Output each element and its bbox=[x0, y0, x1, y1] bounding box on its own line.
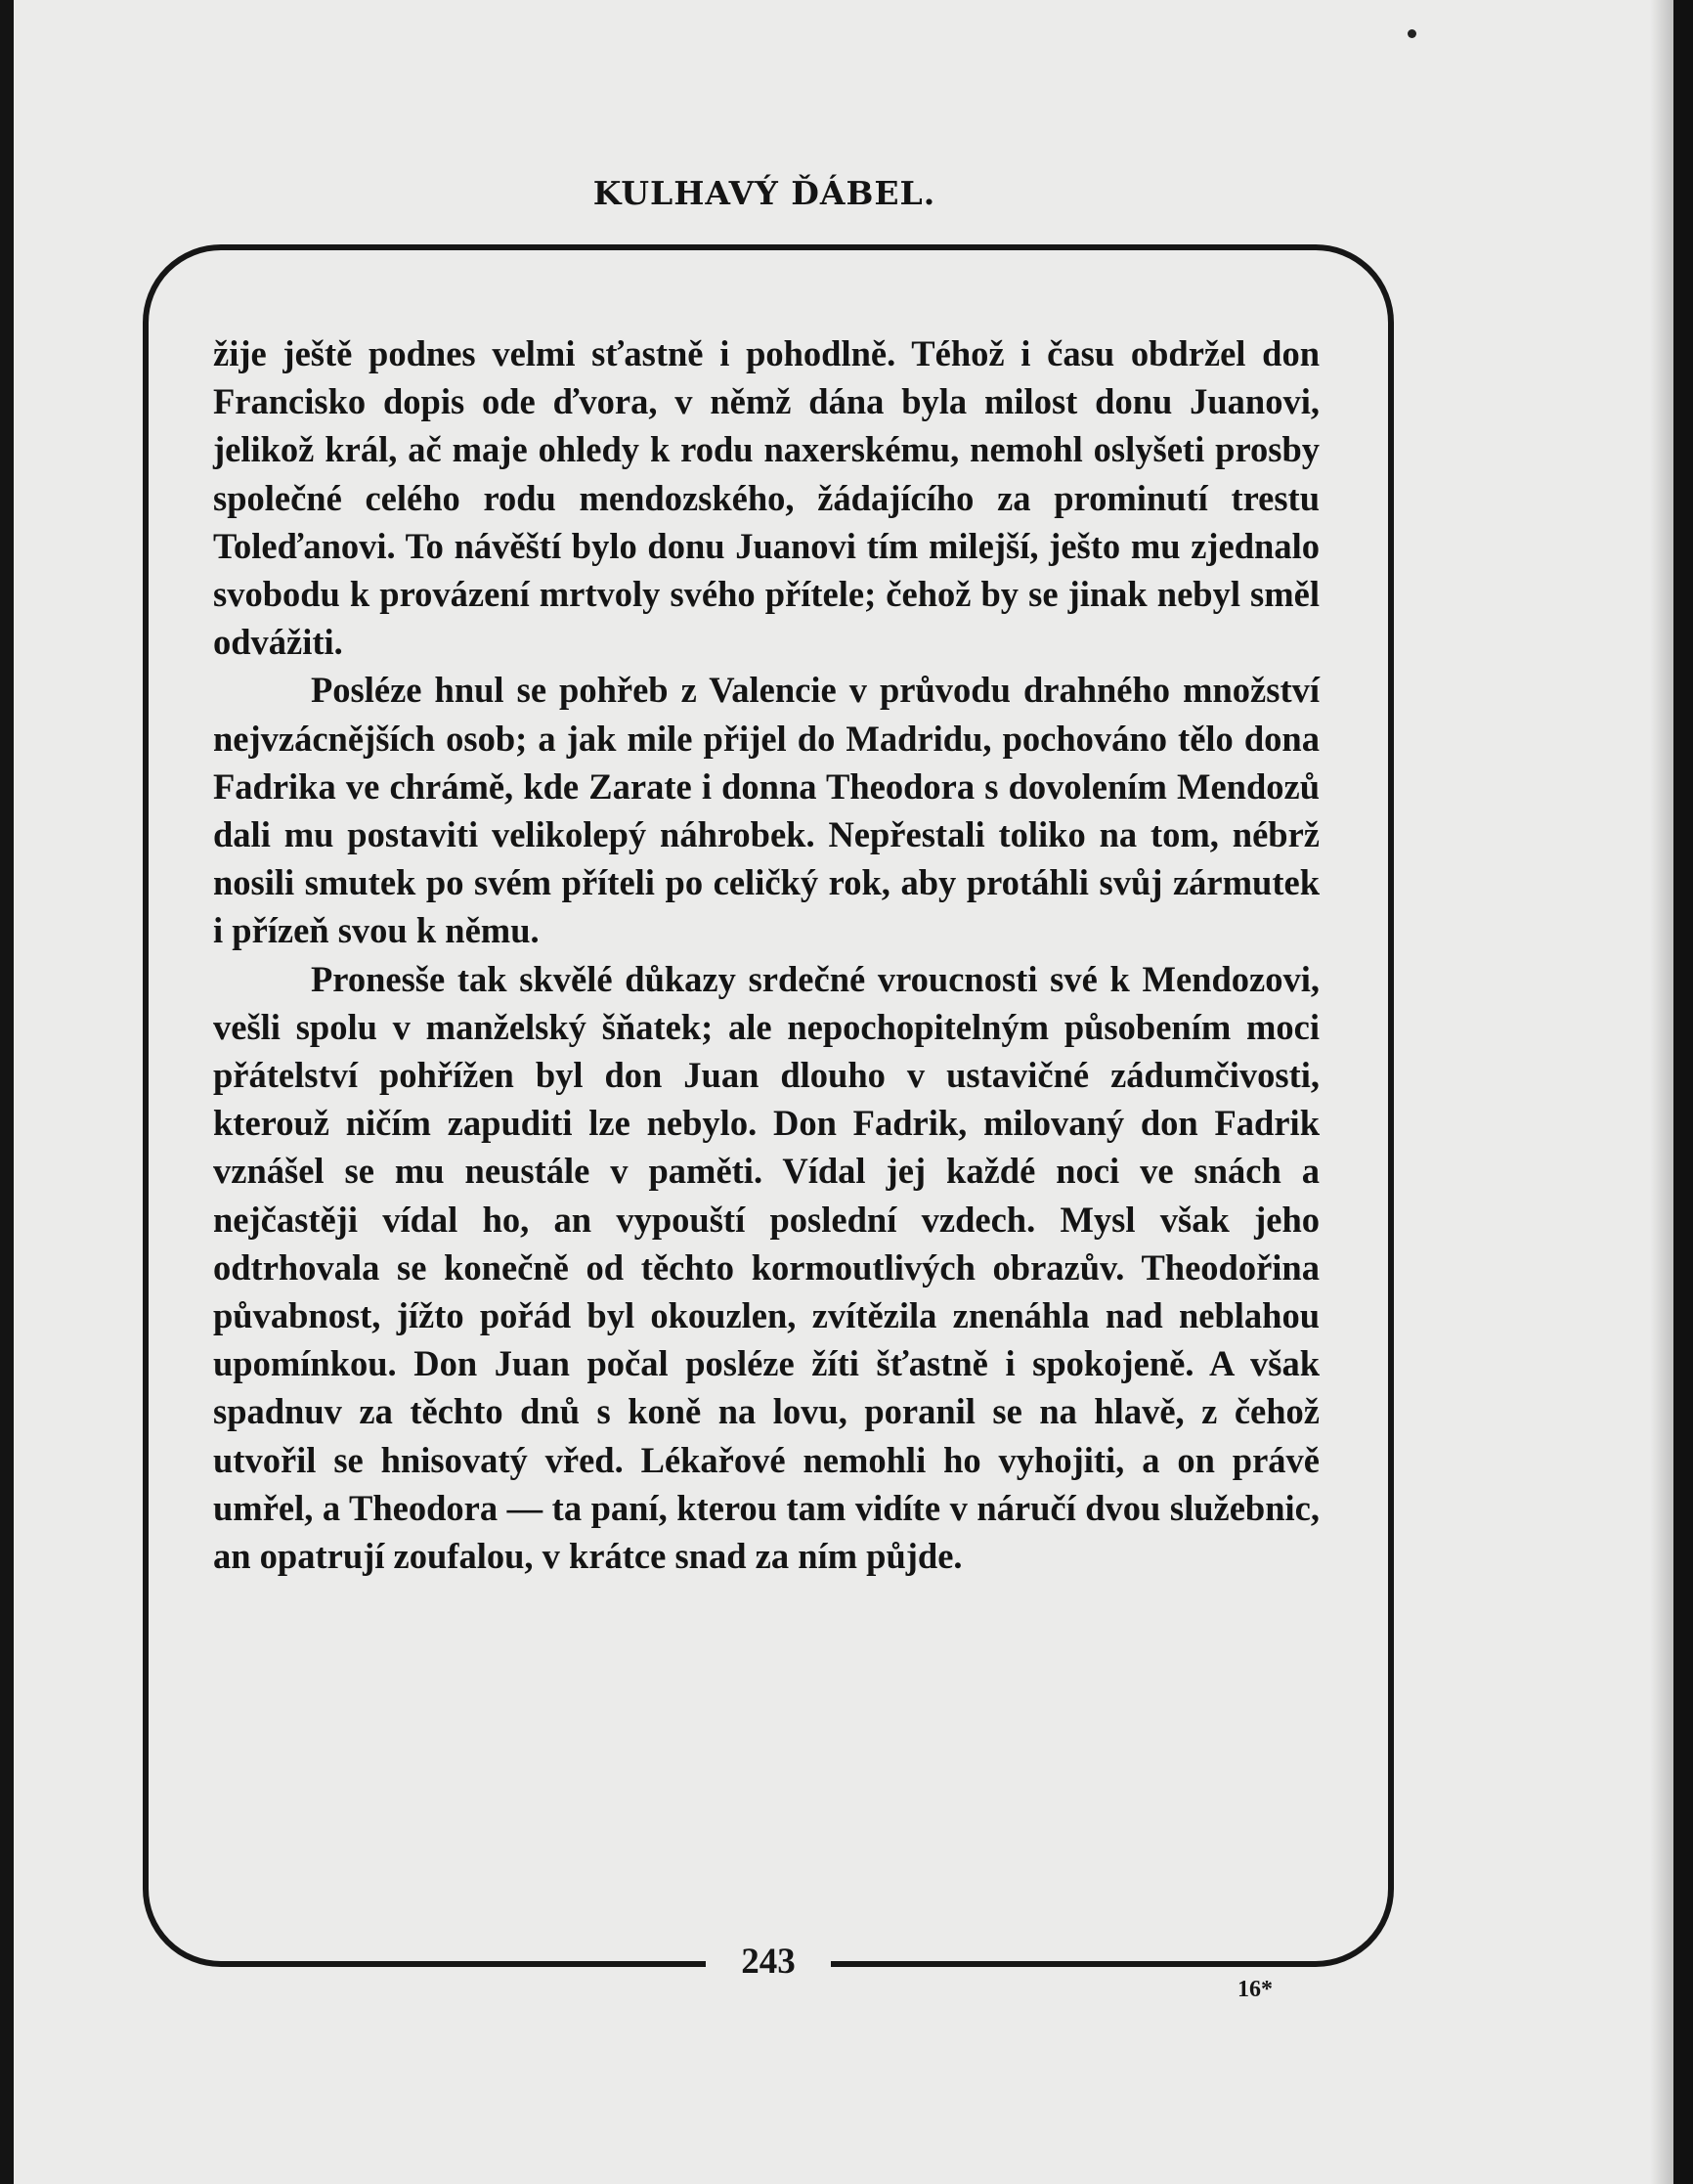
scan-edge bbox=[1673, 0, 1693, 2184]
paragraph: Posléze hnul se pohřeb z Valencie v průvodu drahného množství nejvzácnějších osob; a jak mile přijel do Madridu, pochováno tělo dona Fadrika ve chrámě, kde Zarate i donna Theodora s dovolením Mendozů dali mu postaviti velikolepý náhrobek. Nepřestali toliko na tom, nébrž nosili smutek po svém příteli po celičký rok, aby protáhli svůj zármutek i přízeň svou k němu. bbox=[213, 670, 1320, 951]
paragraph: žije ještě podnes velmi sťastně i pohodlně. Téhož i času obdržel don Francisko dopis ode ďvora, v němž dána byla milost donu Juanovi, jelikož král, ač maje ohledy k rodu naxerskému, nemohl oslyšeti prosby společné celého rodu mendozského, žádajícího za prominutí trestu Toleďanovi. To návěští bylo donu Juanovi tím milejší, ješto mu zjednalo svobodu k provázení mrtvoly svého přítele; čehož by se jinak nebyl směl odvážiti. bbox=[213, 333, 1320, 663]
paragraph: Pronesše tak skvělé důkazy srdečné vroucnosti své k Mendozovi, vešli spolu v manželský šňatek; ale nepochopitelným působením moci přátelství pohřížen byl don Juan dlouho v ustavičné zádumčivosti, kterouž ničím zapuditi lze nebylo. Don Fadrik, milovaný don Fadrik vznášel se mu neustále v paměti. Vídal jej každé noci ve snách a nejčastěji vídal ho, an vypouští poslední vzdech. Mysl však jeho odtrhovala se konečně od těchto kormoutlivých obrazův. Theodořina půvabnost, jížto pořád byl okouzlen, zvítězila znenáhla nad neblahou upomínkou. Don Juan počal posléze žíti šťastně i spokojeně. A však spadnuv za těchto dnů s koně na lovu, poranil se na hlavě, z čehož utvořil se hnisovatý vřed. Lékařové nemohli ho vyhojiti, a on právě umřel, a Theodora — ta paní, kterou tam vidíte v náručí dvou služebnic, an opatrují zoufalou, v krátce snad za ním půjde. bbox=[213, 958, 1320, 1577]
running-head: KULHAVÝ ĎÁBEL. bbox=[592, 174, 936, 212]
binding-edge bbox=[0, 0, 14, 2184]
ink-dot bbox=[1408, 29, 1416, 38]
page-gutter-shadow bbox=[1650, 0, 1673, 2184]
page-number: 243 bbox=[741, 1942, 796, 1982]
body-text bbox=[213, 329, 1320, 1580]
signature-mark: 16* bbox=[1237, 1977, 1273, 2002]
